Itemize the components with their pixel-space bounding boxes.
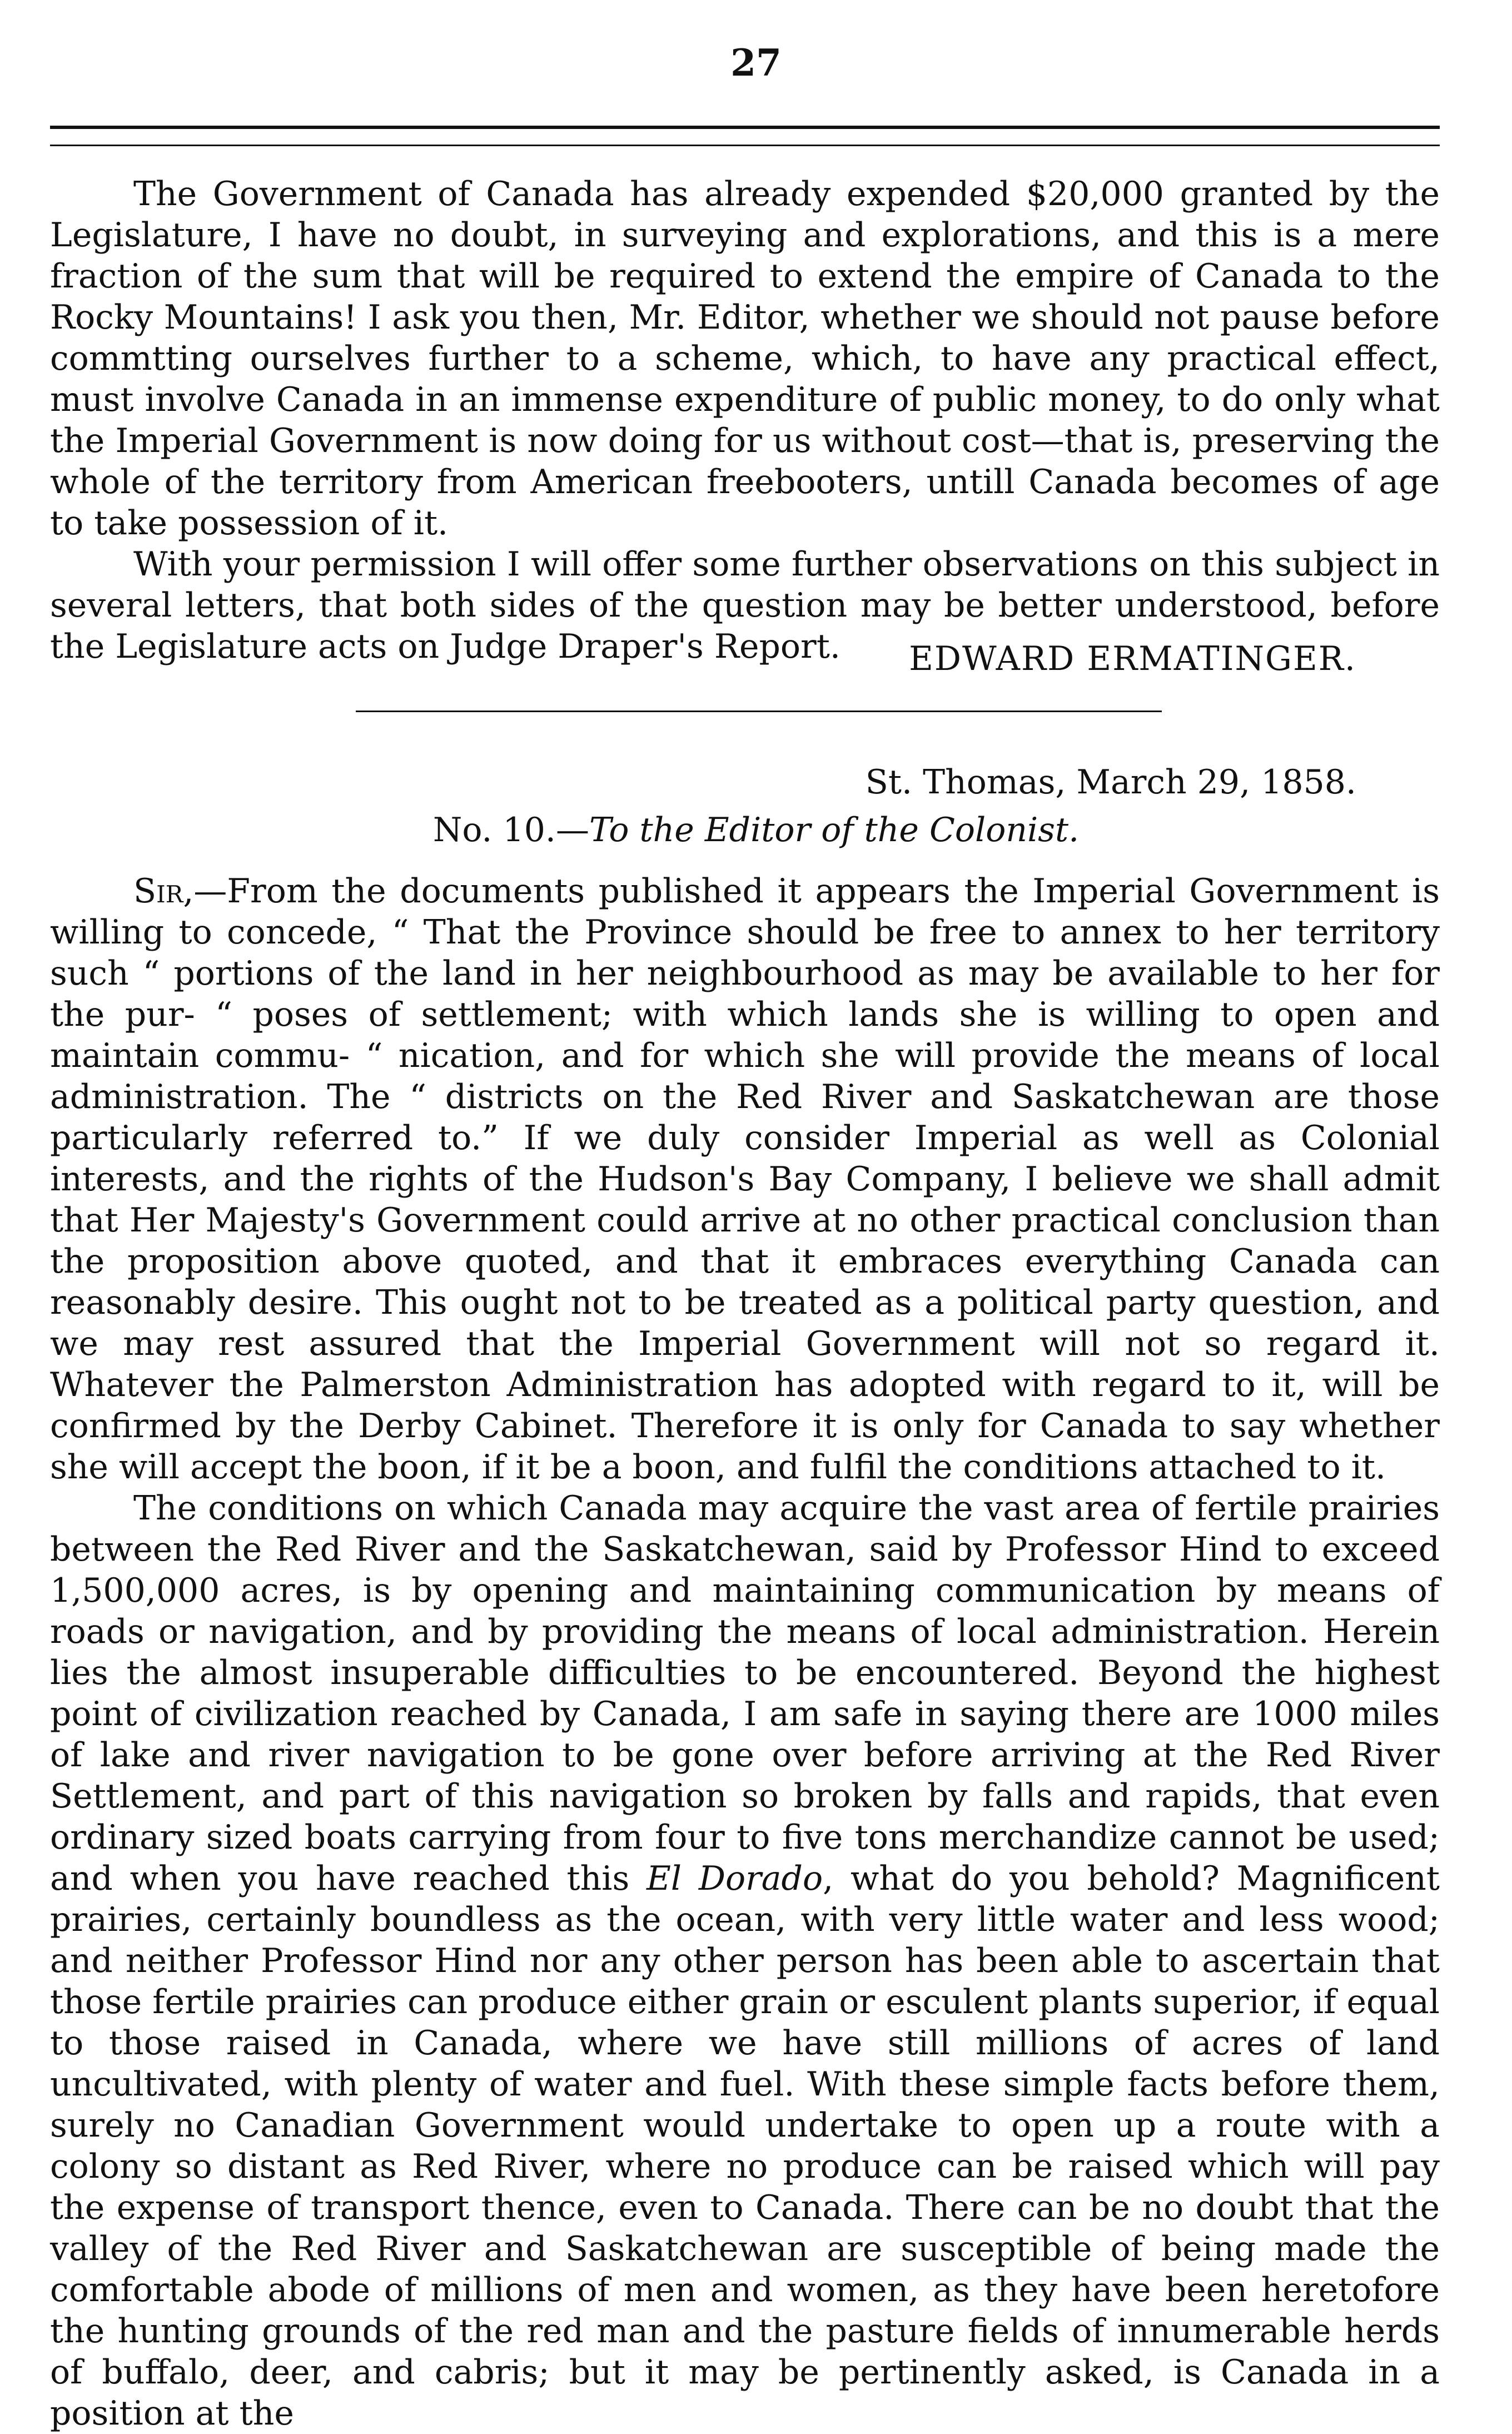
paragraph-text: , what do you behold? Magnificent prairies, certainly boundless as the ocean, with very little water and less wood; and neither Professor Hind nor any other person has been able to ascertain that those fertile prairies can produce either grain or esculent plants superior, if equal to those raised in Canada, where we have still millions of acres of land uncultivated, with plenty of water and fuel. With these simple facts before them, surely no Canadian Government would undertake to open up a route with a colony so distant as Red River, where no produce can be raised which will pay the expense of transport thence, even to Canada. There can be no doubt that the valley of the Red River and Saskatchewan are susceptible of being made the comfortable abode of millions of men and women, as they have been heretofore the hunting grounds of the red man and the pasture fields of innumerable herds of buffalo, deer, and cabris; but it may be pertinently asked, is Canada in a position at the xyxy=(50,1859,1440,2433)
paragraph xyxy=(50,871,1440,1488)
salutation: Sir, xyxy=(133,872,194,911)
paragraph-text: The conditions on which Canada may acquire the vast area of fertile prairies between the Red River and the Saskatchewan, said by Professor Hind to exceed 1,500,000 acres, is by opening and maintaining communication by means of roads or navigation, and by providing the means of local administration. Herein lies the almost insuperable difficulties to be encountered. Beyond the highest point of civilization reached by Canada, I am safe in saying there are 1000 miles of lake and river navigation to be gone over before arriving at the Red River Settlement, and part of this navigation so broken by falls and rapids, that even ordinary sized boats carrying from four to five tons merchandize cannot be used; and when you have reached this xyxy=(50,1489,1440,1898)
letter-body xyxy=(50,871,1440,2434)
italic-term: El Dorado xyxy=(646,1859,823,1898)
dateline: St. Thomas, March 29, 1858. xyxy=(865,763,1356,802)
previous-letter-continuation xyxy=(50,173,1440,667)
section-divider xyxy=(356,711,1162,712)
paragraph: With your permission I will offer some further observations on this subject in several letters, that both sides of the question may be better understood, before the Legislature acts on Judge Draper's Report. xyxy=(50,545,1440,666)
page-number: 27 xyxy=(730,41,782,85)
paragraph: The Government of Canada has already expended $20,000 granted by the Legislature, I have no doubt, in surveying and explorations, and this is a mere fraction of the sum that will be required to extend the empire of Canada to the Rocky Mountains! I ask you then, Mr. Editor, whether we should not pause before commtting ourselves further to a scheme, which, to have any practical effect, must involve Canada in an immense expenditure of public money, to do only what the Imperial Government is now doing for us without cost—that is, preserving the whole of the territory from American freebooters, untill Canada becomes of age to take possession of it. xyxy=(50,175,1440,543)
letter-number: No. 10.— xyxy=(432,811,589,850)
letter-heading xyxy=(0,811,1512,850)
letter-recipient: To the Editor of the Colonist. xyxy=(589,811,1080,850)
signature: EDWARD ERMATINGER. xyxy=(909,639,1356,678)
paragraph-text: —From the documents published it appears the Imperial Government is willing to concede, “ That the Province should be free to annex to her territory such “ portions of the land in her neighbourhood as may be available to her for the pur- “ poses of settlement; with which lands she is willing to open and maintain commu- “ nication, and for which she will provide the means of local administration. The “ districts on the Red River and Saskatchewan are those particularly referred to.” If we duly consider Imperial as well as Colonial interests, and the rights of the Hudson's Bay Company, I believe we shall admit that Her Majesty's Government could arrive at no other practical conclusion than the proposition above quoted, and that it embraces everything Canada can reasonably desire. This ought not to be treated as a political party question, and we may rest assured that the Imperial Government will not so regard it. Whatever the Palmerston Administration has adopted with regard to it, will be confirmed by the Derby Cabinet. Therefore it is only for Canada to say whether she will accept the boon, if it be a boon, and fulfil the conditions attached to it. xyxy=(50,872,1440,1487)
paragraph xyxy=(50,1488,1440,2434)
header-double-rule xyxy=(50,126,1440,146)
